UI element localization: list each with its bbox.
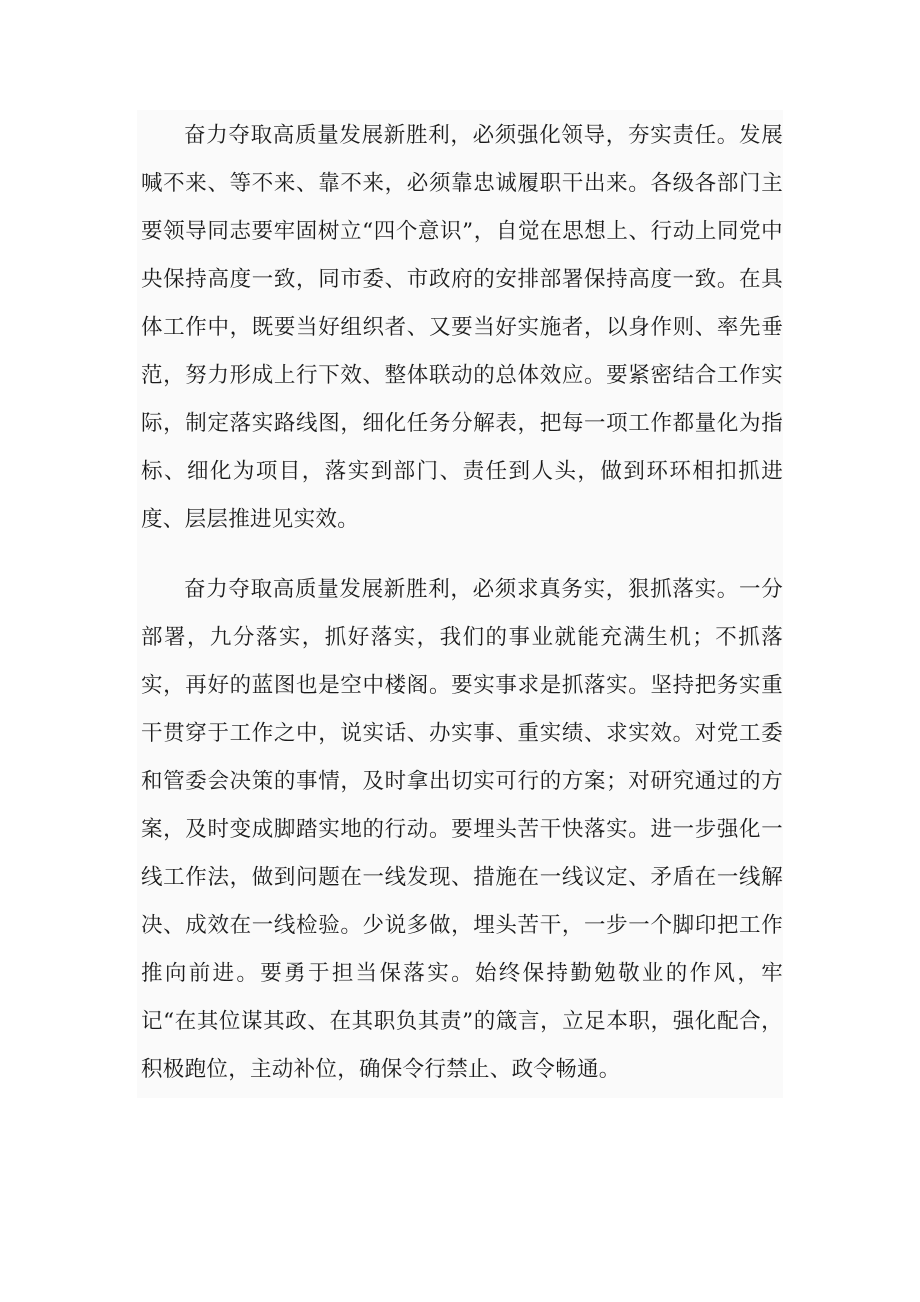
paragraph-2: 奋力夺取高质量发展新胜利，必须求真务实，狠抓落实。一分部署，九分落实，抓好落实，我们的事业就能充满生机；不抓落实，再好的蓝图也是空中楼阁。要实事求是抓落实。坚持把务实重干贯穿于工作之中，说实话、办实事、重实绩、求实效。对党工委和管委会决策的事情，及时拿出切实可行的方案；对研究通过的方案，及时变成脚踏实地的行动。要埋头苦干快落实。进一步强化一线工作法，做到问题在一线发现、措施在一线议定、矛盾在一线解决、成效在一线检验。少说多做，埋头苦干，一步一个脚印把工作推向前进。要勇于担当保落实。始终保持勤勉敬业的作风，牢记“在其位谋其政、在其职负其责”的箴言，立足本职，强化配合，积极跑位，主动补位，确保令行禁止、政令畅通。 xyxy=(141,577,783,1082)
text-block xyxy=(137,110,783,1098)
paragraph-1: 奋力夺取高质量发展新胜利，必须强化领导，夯实责任。发展喊不来、等不来、靠不来，必须靠忠诚履职干出来。各级各部门主要领导同志要牢固树立“四个意识”，自觉在思想上、行动上同党中央保持高度一致，同市委、市政府的安排部署保持高度一致。在具体工作中，既要当好组织者、又要当好实施者，以身作则、率先垂范，努力形成上行下效、整体联动的总体效应。要紧密结合工作实际，制定落实路线图，细化任务分解表，把每一项工作都量化为指标、细化为项目，落实到部门、责任到人头，做到环环相扣抓进度、层层推进见实效。 xyxy=(141,123,783,532)
